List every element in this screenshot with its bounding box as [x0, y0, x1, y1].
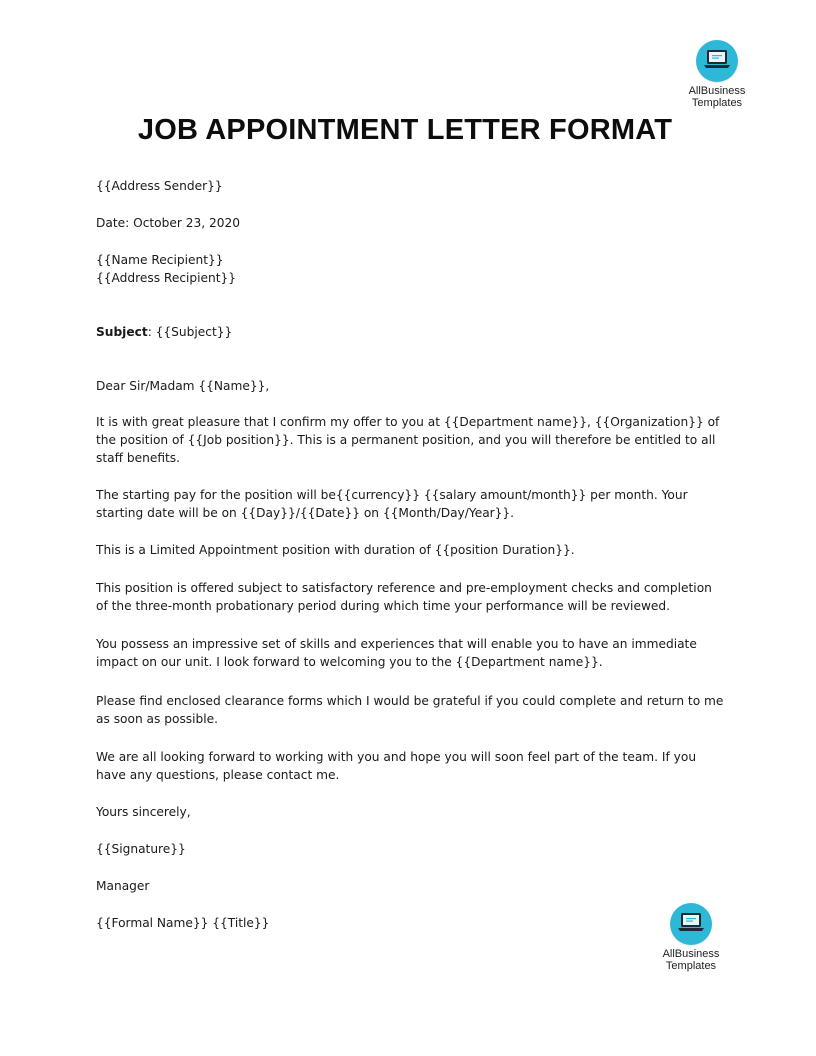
subject-label: Subject — [96, 325, 148, 339]
logo-line2: Templates — [665, 960, 717, 972]
paragraph-3: This is a Limited Appointment position with duration of {{position Duration}}. — [96, 543, 575, 557]
paragraph-5: You possess an impressive set of skills and experiences that will enable you to have an immediate impact on our unit. I look forward to welcoming you to the {{Department name}}. — [96, 637, 697, 669]
logo-text — [657, 948, 725, 972]
signature: {{Signature}} — [96, 842, 186, 856]
logo-text — [683, 85, 751, 109]
salutation: Dear Sir/Madam {{Name}}, — [96, 379, 270, 393]
subject-line — [96, 323, 726, 341]
logo-line1: AllBusiness — [688, 85, 746, 97]
laptop-icon — [677, 911, 705, 937]
laptop-icon — [703, 48, 731, 74]
recipient-block — [96, 251, 726, 287]
subject-value: : {{Subject}} — [147, 325, 233, 339]
sender-address: {{Address Sender}} — [96, 179, 223, 193]
signer-role: Manager — [96, 879, 150, 893]
paragraph-2: The starting pay for the position will be{{currency}} {{salary amount/month}} per month. Your starting date will be on {{Day}}/{{Date}} on {{Month/Day/Year}}. — [96, 488, 688, 520]
paragraph-7: We are all looking forward to working with you and hope you will soon feel part of the team. If you have any questions, please contact me. — [96, 750, 697, 782]
document-title: JOB APPOINTMENT LETTER FORMAT — [137, 114, 673, 146]
allbusiness-logo-top — [683, 40, 751, 109]
logo-line2: Templates — [691, 97, 743, 109]
formal-name: {{Formal Name}} {{Title}} — [96, 916, 270, 930]
recipient-address: {{Address Recipient}} — [96, 271, 237, 285]
logo-line1: AllBusiness — [662, 948, 720, 960]
logo-circle — [670, 903, 712, 945]
closing: Yours sincerely, — [96, 805, 191, 819]
paragraph-4: This position is offered subject to satisfactory reference and pre-employment checks and completion of the three-month probationary period during which time your performance will be reviewed. — [96, 581, 712, 613]
letter-date: Date: October 23, 2020 — [96, 216, 241, 230]
logo-circle — [696, 40, 738, 82]
paragraph-1: It is with great pleasure that I confirm my offer to you at {{Department name}}, {{Organization}} of the position of {{Job position}}. This is a permanent position, and you will therefore be entitled to all staff benefits. — [96, 415, 720, 465]
allbusiness-logo-bottom — [657, 903, 725, 972]
paragraph-6: Please find enclosed clearance forms which I would be grateful if you could complete and return to me as soon as possible. — [96, 694, 724, 726]
recipient-name: {{Name Recipient}} — [96, 253, 224, 267]
